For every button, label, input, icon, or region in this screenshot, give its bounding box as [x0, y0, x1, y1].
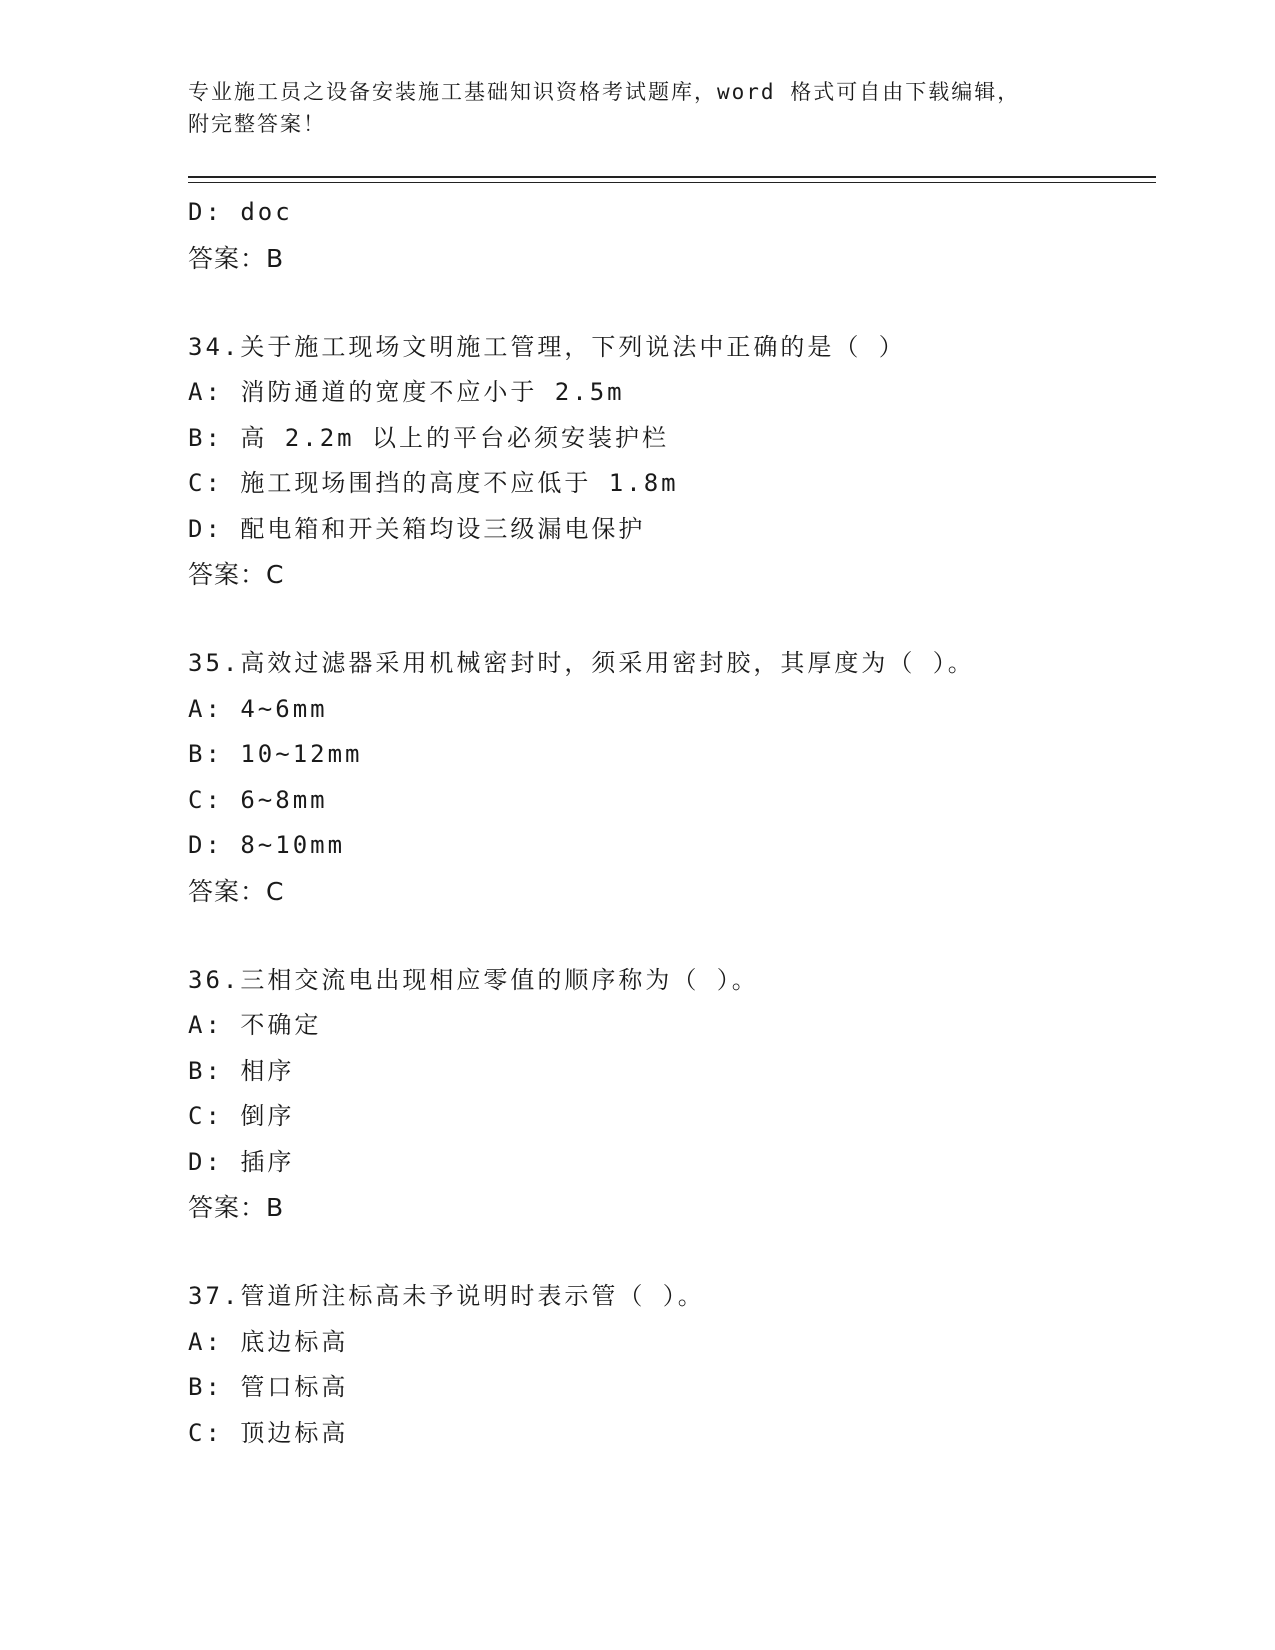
- header-title-line-1: 专业施工员之设备安装施工基础知识资格考试题库，word 格式可自由下载编辑，: [188, 80, 1021, 104]
- option-b: B: 10~12mm: [188, 740, 363, 768]
- header-divider-thin: [188, 182, 1156, 183]
- option-c: C: 施工现场围挡的高度不应低于 1.8m: [188, 469, 679, 497]
- option-d: D: 8~10mm: [188, 831, 346, 859]
- header-divider-thick: [188, 176, 1156, 178]
- option-c: C: 6~8mm: [188, 785, 328, 814]
- question-list: [188, 190, 1156, 1456]
- answer-line: 答案：C: [188, 560, 285, 589]
- option-d: D: 插序: [188, 1147, 295, 1176]
- option-a: A: 4~6mm: [188, 694, 328, 723]
- spacer: [188, 915, 1156, 958]
- answer-line: 答案：B: [188, 1193, 285, 1222]
- option-b: B: 管口标高: [188, 1373, 349, 1401]
- question-stem: 36.三相交流电出现相应零值的顺序称为（ ）。: [188, 965, 759, 994]
- answer-line: 答案：C: [188, 876, 285, 906]
- option-b: B: 高 2.2m 以上的平台必须安装护栏: [188, 423, 670, 452]
- question-stem: 37.管道所注标高未予说明时表示管（ ）。: [188, 1282, 705, 1310]
- document-header: [188, 76, 1068, 140]
- answer-line: 答案：B: [188, 243, 285, 273]
- option-d: D: 配电箱和开关箱均设三级漏电保护: [188, 514, 646, 543]
- option-c: C: 顶边标高: [188, 1418, 349, 1447]
- option-d: D: doc: [188, 198, 293, 226]
- question-34: [188, 325, 1156, 599]
- question-36: [188, 958, 1156, 1232]
- option-a: A: 不确定: [188, 1011, 322, 1039]
- header-title-line-2: 附完整答案！: [188, 112, 326, 136]
- spacer: [188, 1231, 1156, 1274]
- spacer: [188, 598, 1156, 641]
- option-c: C: 倒序: [188, 1102, 295, 1130]
- question-35: [188, 641, 1156, 915]
- question-37: [188, 1274, 1156, 1456]
- spacer: [188, 282, 1156, 325]
- question-stem: 35.高效过滤器采用机械密封时，须采用密封胶，其厚度为（ ）。: [188, 649, 975, 677]
- option-a: A: 消防通道的宽度不应小于 2.5m: [188, 378, 625, 406]
- question-fragment: [188, 190, 1156, 282]
- option-a: A: 底边标高: [188, 1327, 349, 1356]
- option-b: B: 相序: [188, 1056, 295, 1085]
- question-stem: 34.关于施工现场文明施工管理，下列说法中正确的是（ ）: [188, 332, 906, 361]
